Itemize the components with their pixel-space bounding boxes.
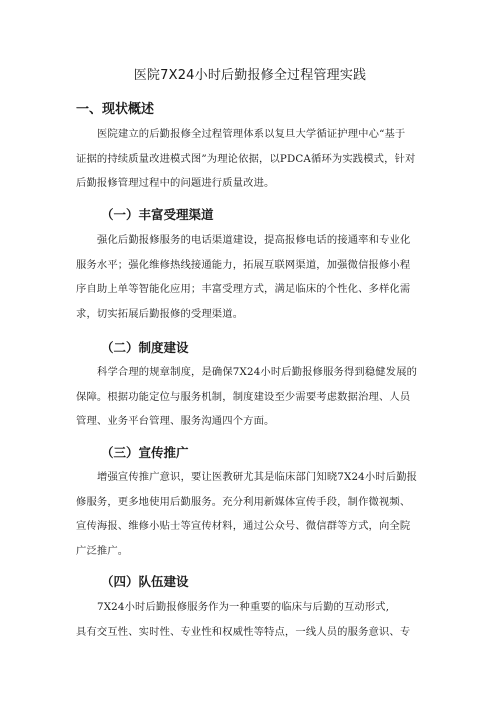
paragraph-line: 求，切实拓展后勤报修的受理渠道。 [76,307,244,320]
promotion-paragraph [76,465,424,563]
paragraph-line: 强化后勤报修服务的电话渠道建设，提高报修电话的接通率和专业化 [97,234,411,246]
subsection-heading-team: （四）队伍建设 [101,574,189,589]
paragraph-line: 序自助上单等智能化应用；丰富受理方式，满足临床的个性化、多样化需 [76,283,411,295]
subsection-heading-institution: （二）制度建设 [101,340,189,355]
paragraph-line: 宣传海报、维修小贴士等宣传材料，通过公众号、微信群等方式，向全院 [76,520,411,532]
paragraph-line: 7X24小时后勤报修服务作为一种重要的临床与后勤的互动形式, [97,601,390,613]
paragraph-line: 服务水平；强化维修热线接通能力，拓展互联网渠道，加强微信报修小程 [76,258,411,271]
subsection-heading-channels: （一）丰富受理渠道 [101,207,214,222]
paragraph-line: 广泛推广。 [76,544,129,557]
paragraph-line: 增强宣传推广意识，要让医教研尤其是临床部门知晓7X24小时后勤报 [97,471,418,483]
paragraph-line: 后勤报修管理过程中的问题进行质量改进。 [76,177,275,189]
paragraph-line: 修服务，更多地使用后勤服务。充分利用新媒体宣传手段，制作微视频、 [76,495,411,508]
document-title: 医院7X24小时后勤报修全过程管理实践 [133,68,367,83]
team-paragraph [76,595,424,644]
section-heading-overview: 一、现状概述 [76,102,155,117]
subsection-heading-promotion: （三）宣传推广 [101,445,189,460]
overview-paragraph [76,122,424,196]
channels-paragraph [76,228,424,326]
institution-paragraph [76,360,424,434]
paragraph-line: 管理、业务平台管理、服务沟通四个方面。 [76,415,275,427]
paragraph-line: 证据的持续质量改进模式图”为理论依据，以PDCA循环为实践模式，针对 [76,152,416,165]
paragraph-line: 医院建立的后勤报修全过程管理体系以复旦大学循证护理中心“基于 [97,128,406,140]
paragraph-line: 具有交互性、实时性、专业性和权威性等特点，一线人员的服务意识、专 [76,625,411,638]
paragraph-line: 保障。根据功能定位与服务机制，制度建设至少需要考虑数据治理、人员 [76,390,411,403]
paragraph-line: 科学合理的规章制度，是确保7X24小时后勤报修服务得到稳健发展的 [97,366,418,378]
